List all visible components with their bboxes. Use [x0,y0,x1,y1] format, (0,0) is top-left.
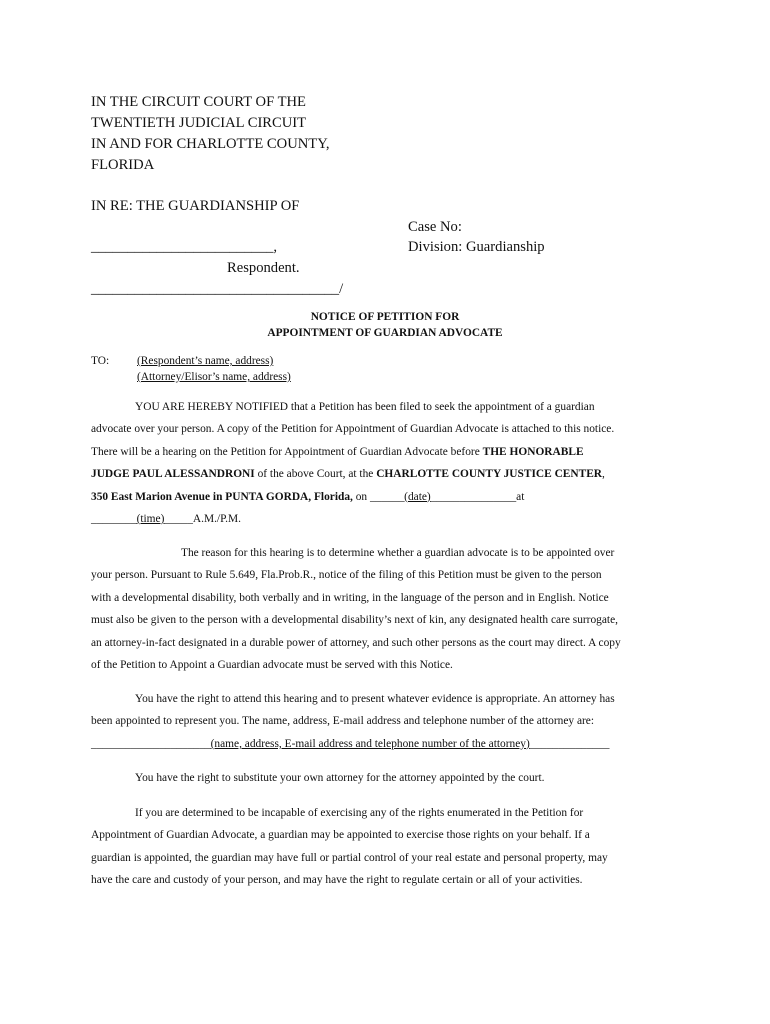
p5-line-3: guardian is appointed, the guardian may have full or partial control of your real estate and personal property, may [91,851,608,864]
attorney-info-field: (name, address, E-mail address and telephone number of the attorney) [210,737,530,750]
division-label: Division: Guardianship [408,239,545,255]
judge-name: JUDGE PAUL ALESSANDRONI [91,468,255,481]
to-attorney: (Attorney/Elisor’s name, address) [137,371,291,383]
p5-line-4: have the care and custody of your person, and may have the right to regulate certain or all of your activities. [91,874,583,887]
courthouse-name: CHARLOTTE COUNTY JUSTICE CENTER [376,468,603,481]
attorney-blank-tail: ______________ [529,737,610,750]
p1-line-4 [91,463,681,485]
p1-line-4-comma: , [602,468,605,481]
p2-line-3: with a developmental disability, both verbally and in writing, in the language of the person and in English. Notice [91,591,609,604]
date-blank-lead: on ______ [352,490,405,503]
paragraph-incapacity [91,802,681,892]
date-field: (date) [404,490,431,503]
p1-line-5 [91,486,681,508]
p3-line-3 [91,733,681,755]
time-blank-lead: ________ [91,513,137,526]
paragraph-reason [91,542,681,676]
p5-line-2: Appointment of Guardian Advocate, a guardian may be appointed to exercise those rights on your behalf. If a [91,829,590,842]
p5-line-1: If you are determined to be incapable of exercising any of the rights enumerated in the Petition for [135,807,584,819]
court-line-3: IN AND FOR CHARLOTTE COUNTY, [91,136,330,152]
time-field: (time) [136,513,165,526]
p2-line-5: an attorney-in-fact designated in a durable power of attorney, and such other persons as the court may direct. A copy [91,636,621,649]
court-line-4: FLORIDA [91,157,155,173]
p1-line-6 [91,508,681,530]
p1-line-2: advocate over your person. A copy of the Petition for Appointment of Guardian Advocate is attached to this notice. [91,423,615,436]
paragraph-notice [91,396,681,530]
respondent-label: Respondent. [227,260,300,276]
p4-line-1: You have the right to substitute your own attorney for the attorney appointed by the court. [135,772,545,784]
p1-line-4-text: of the above Court, at the [254,468,377,481]
notice-title-line-2: APPOINTMENT OF GUARDIAN ADVOCATE [267,327,503,339]
paragraph-attorney [91,688,681,755]
courthouse-address: 350 East Marion Avenue in PUNTA GORDA, Florida, [91,490,353,503]
p3-line-2: been appointed to represent you. The name, address, E-mail address and telephone number of the attorney are: [91,715,595,728]
date-blank-tail: _______________at [430,490,525,503]
time-blank-tail: _____A.M./P.M. [164,513,241,526]
attorney-blank-lead: _____________________ [91,737,211,750]
court-line-2: TWENTIETH JUDICIAL CIRCUIT [91,115,307,131]
notice-title-line-1: NOTICE OF PETITION FOR [310,311,460,323]
p1-line-3 [91,441,681,463]
p2-line-6: of the Petition to Appoint a Guardian advocate must be served with this Notice. [91,659,453,672]
court-line-1: IN THE CIRCUIT COURT OF THE [91,94,306,110]
p1-line-3-text: There will be a hearing on the Petition for Appointment of Guardian Advocate before [91,445,483,458]
to-respondent: (Respondent’s name, address) [137,355,274,367]
p2-line-4: must also be given to the person with a developmental disability’s next of kin, any designated health care surrogate, [91,614,618,627]
p2-line-1: The reason for this hearing is to determine whether a guardian advocate is to be appointed over [181,547,615,559]
paragraph-substitute [91,767,681,789]
p3-line-1: You have the right to attend this hearing and to present whatever evidence is appropriate. An attorney has [135,693,615,705]
case-number-label: Case No: [408,219,462,235]
respondent-name-blank: _________________________, [91,239,278,255]
p2-line-2: your person. Pursuant to Rule 5.649, Fla.Prob.R., notice of the filing of this Petition must be given to the person [91,569,602,582]
in-re-heading: IN RE: THE GUARDIANSHIP OF [91,198,300,214]
caption-closing-line: __________________________________/ [91,281,344,297]
judge-title: THE HONORABLE [482,445,584,458]
to-label: TO: [91,355,110,367]
p1-line-1: YOU ARE HEREBY NOTIFIED that a Petition has been filed to seek the appointment of a guardian [135,401,595,413]
